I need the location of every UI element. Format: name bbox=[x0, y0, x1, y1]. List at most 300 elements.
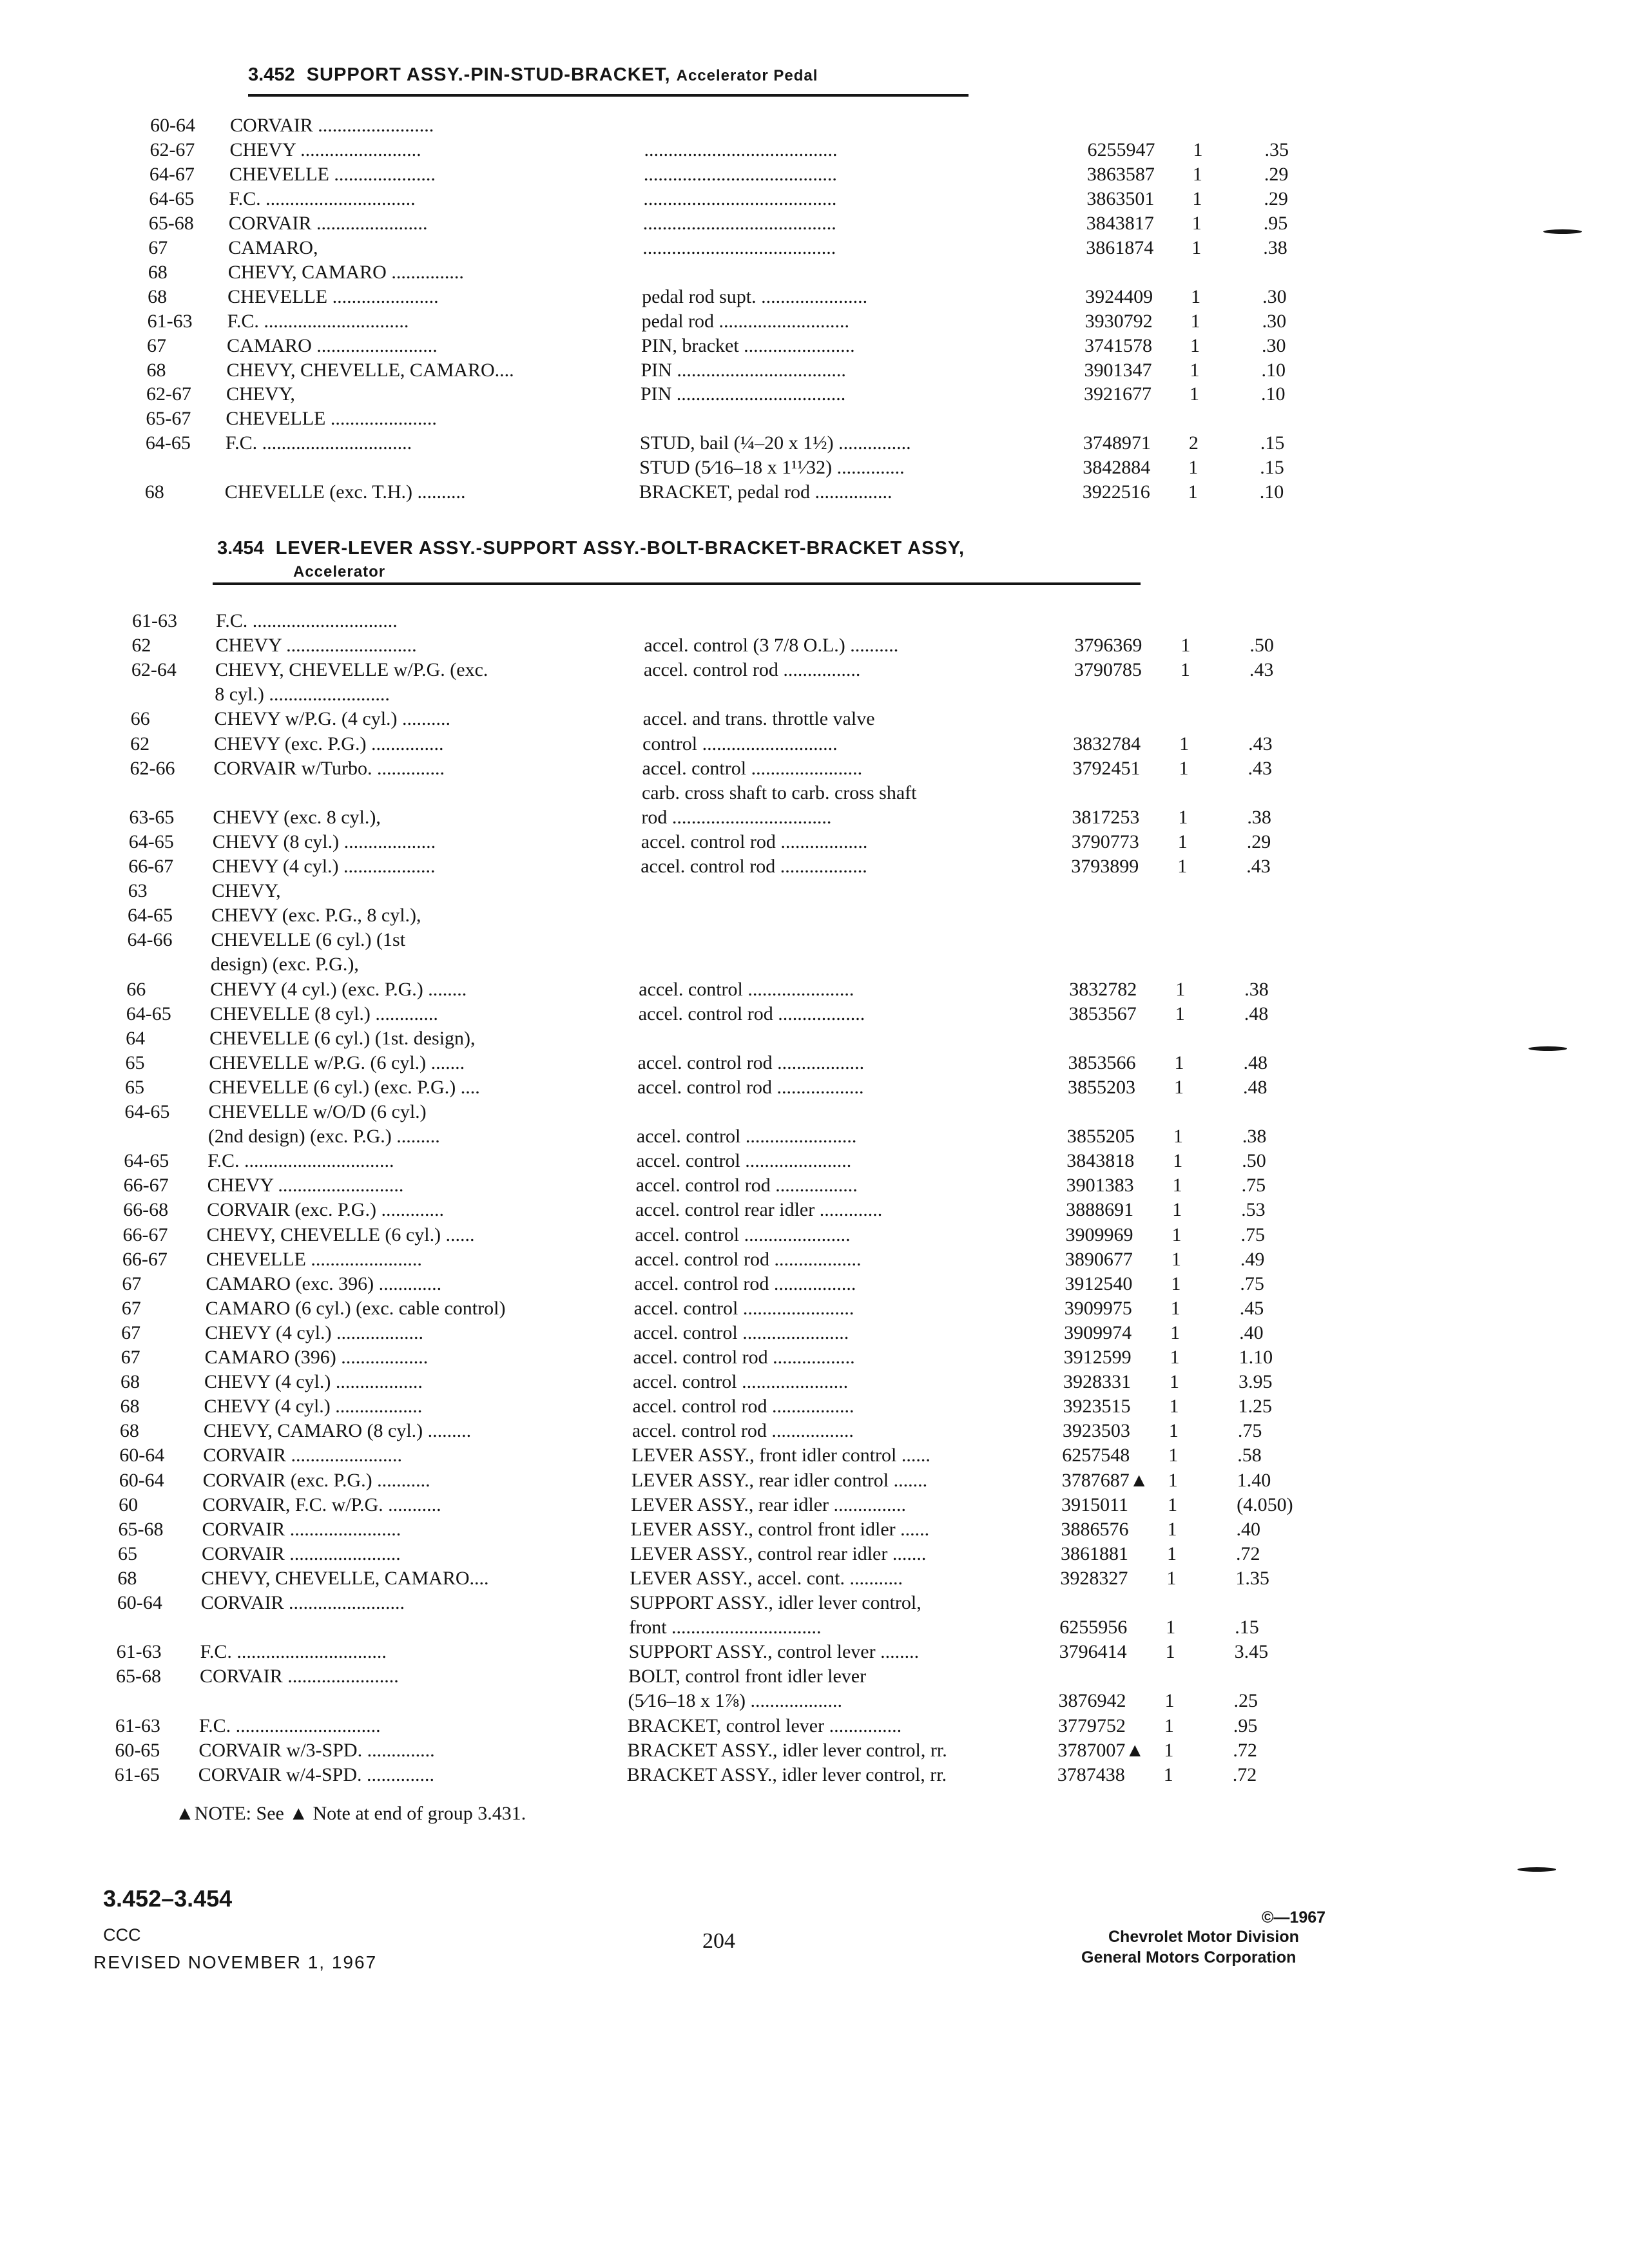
quantity-cell: 1 bbox=[1173, 1126, 1183, 1148]
year-cell: 64-67 bbox=[149, 163, 195, 185]
price-cell: .95 bbox=[1263, 212, 1288, 234]
year-cell: 62 bbox=[131, 635, 151, 657]
model-cell: CORVAIR (exc. P.G.) ............. bbox=[207, 1199, 444, 1221]
table-row bbox=[0, 187, 1629, 211]
model-cell: CHEVY, CHEVELLE (6 cyl.) ...... bbox=[206, 1224, 475, 1245]
price-cell: .15 bbox=[1235, 1617, 1259, 1639]
table-row bbox=[0, 1173, 1629, 1198]
table-row bbox=[0, 682, 1629, 707]
year-cell: 66-68 bbox=[123, 1199, 169, 1221]
part-number-cell: 3912540 bbox=[1065, 1273, 1133, 1294]
year-cell: 65-68 bbox=[116, 1666, 162, 1687]
model-cell: (2nd design) (exc. P.G.) ......... bbox=[207, 1126, 440, 1148]
price-cell: .29 bbox=[1246, 831, 1271, 852]
part-number-cell: 3796369 bbox=[1074, 635, 1142, 657]
quantity-cell: 1 bbox=[1188, 457, 1199, 479]
part-number-cell: 3843818 bbox=[1066, 1150, 1135, 1172]
table-row bbox=[0, 1640, 1629, 1664]
table-row bbox=[0, 260, 1629, 285]
model-cell: CORVAIR, F.C. w/P.G. ........... bbox=[202, 1494, 441, 1515]
part-number-cell: 3741578 bbox=[1084, 334, 1153, 356]
model-cell: CORVAIR w/Turbo. .............. bbox=[213, 757, 445, 779]
quantity-cell: 1 bbox=[1168, 1445, 1179, 1466]
model-cell: CHEVELLE ...................... bbox=[226, 408, 437, 430]
year-cell: 64-65 bbox=[126, 1003, 171, 1024]
model-cell: CORVAIR ....................... bbox=[201, 1542, 401, 1564]
model-cell: CORVAIR ....................... bbox=[203, 1445, 403, 1466]
year-cell: 60-64 bbox=[119, 1445, 165, 1466]
quantity-cell: 1 bbox=[1168, 1420, 1179, 1442]
table-row bbox=[0, 334, 1629, 358]
part-number-cell: 3861874 bbox=[1086, 236, 1154, 258]
table-row bbox=[0, 1370, 1629, 1394]
model-cell: F.C. ............................... bbox=[207, 1150, 394, 1172]
description-cell: pedal rod ........................... bbox=[641, 310, 850, 332]
table-row bbox=[0, 830, 1629, 854]
quantity-cell: 1 bbox=[1175, 1003, 1185, 1024]
description-cell: accel. control ...................... bbox=[633, 1371, 849, 1393]
section-3454-subtitle: Accelerator bbox=[293, 563, 386, 581]
table-row bbox=[0, 1419, 1629, 1443]
price-cell: 1.25 bbox=[1238, 1396, 1272, 1418]
quantity-cell: 1 bbox=[1163, 1763, 1173, 1785]
price-cell: .29 bbox=[1264, 187, 1288, 209]
year-cell: 68 bbox=[144, 481, 164, 503]
part-number-cell: 3832784 bbox=[1073, 733, 1141, 754]
part-number-cell: 3928331 bbox=[1063, 1371, 1132, 1393]
part-number-cell: 3901383 bbox=[1066, 1175, 1134, 1196]
model-cell: CHEVY (exc. P.G., 8 cyl.), bbox=[211, 905, 421, 927]
table-row bbox=[0, 431, 1629, 456]
model-cell: CHEVY (4 cyl.) ................... bbox=[212, 856, 436, 877]
model-cell: CHEVY (4 cyl.) .................. bbox=[205, 1321, 424, 1343]
year-cell: 68 bbox=[146, 359, 166, 381]
description-cell: BRACKET, control lever ............... bbox=[627, 1715, 902, 1736]
model-cell: F.C. .............................. bbox=[216, 610, 398, 631]
year-cell: 66 bbox=[130, 708, 150, 730]
year-cell: 64-65 bbox=[128, 905, 173, 927]
quantity-cell: 1 bbox=[1174, 1052, 1184, 1073]
quantity-cell: 1 bbox=[1170, 1371, 1180, 1393]
description-cell: pedal rod supt. ...................... bbox=[642, 285, 868, 307]
description-cell: accel. control rod .................. bbox=[637, 1076, 864, 1098]
quantity-cell: 1 bbox=[1178, 806, 1188, 828]
description-cell: accel. control rod ................. bbox=[633, 1347, 855, 1368]
quantity-cell: 1 bbox=[1165, 1641, 1175, 1663]
model-cell: CHEVELLE (8 cyl.) ............. bbox=[209, 1003, 438, 1024]
price-cell: .10 bbox=[1259, 481, 1284, 503]
table-row bbox=[0, 113, 1629, 138]
year-cell: 65 bbox=[117, 1542, 137, 1564]
year-cell: 60-64 bbox=[117, 1592, 162, 1613]
year-cell: 61-63 bbox=[116, 1641, 162, 1663]
description-cell: (5⁄16–18 x 1⅞) ................... bbox=[628, 1690, 842, 1712]
description-cell: accel. control rod .................. bbox=[634, 1248, 862, 1270]
description-cell: accel. control ....................... bbox=[636, 1126, 857, 1148]
description-cell: accel. control rod ................. bbox=[631, 1420, 854, 1442]
price-cell: .43 bbox=[1248, 733, 1273, 754]
price-cell: .95 bbox=[1233, 1715, 1258, 1736]
group-range: 3.452–3.454 bbox=[103, 1885, 233, 1912]
model-cell: CHEVELLE (6 cyl.) (1st. design), bbox=[209, 1027, 476, 1049]
table-row bbox=[0, 1443, 1629, 1468]
part-number-cell: 3928327 bbox=[1060, 1567, 1128, 1589]
year-cell: 66-67 bbox=[122, 1248, 168, 1270]
description-cell: LEVER ASSY., control front idler ...... bbox=[630, 1518, 930, 1540]
description-cell: accel. control rod .................. bbox=[641, 856, 867, 877]
year-cell: 61-63 bbox=[147, 310, 193, 332]
year-cell: 64 bbox=[126, 1027, 146, 1049]
price-cell: .38 bbox=[1263, 236, 1287, 258]
price-cell: .50 bbox=[1249, 635, 1274, 657]
year-cell: 62-66 bbox=[130, 757, 175, 779]
table-row bbox=[0, 879, 1629, 903]
year-cell: 68 bbox=[120, 1396, 140, 1418]
year-cell: 62-64 bbox=[131, 659, 177, 681]
model-cell: CAMARO (396) .................. bbox=[204, 1347, 429, 1368]
year-cell: 61-65 bbox=[114, 1763, 160, 1785]
year-cell: 64-65 bbox=[124, 1101, 170, 1122]
quantity-cell: 1 bbox=[1191, 285, 1201, 307]
part-number-cell: 3923515 bbox=[1063, 1396, 1131, 1418]
price-cell: .49 bbox=[1240, 1248, 1265, 1270]
table-row bbox=[0, 1124, 1629, 1149]
table-row bbox=[0, 358, 1629, 383]
table-row bbox=[0, 658, 1629, 682]
price-cell: .25 bbox=[1233, 1690, 1258, 1712]
table-row bbox=[0, 1615, 1629, 1640]
year-cell: 67 bbox=[122, 1273, 142, 1294]
table-row bbox=[0, 1272, 1629, 1296]
part-number-cell: 3843817 bbox=[1086, 212, 1154, 234]
model-cell: CHEVY (exc. 8 cyl.), bbox=[213, 806, 381, 828]
year-cell: 66-67 bbox=[123, 1175, 169, 1196]
table-row bbox=[0, 1026, 1629, 1051]
quantity-cell: 1 bbox=[1177, 831, 1188, 852]
description-cell: accel. and trans. throttle valve bbox=[642, 708, 875, 730]
table-row bbox=[0, 1591, 1629, 1615]
part-number-cell: 3748971 bbox=[1083, 432, 1151, 454]
model-cell: CHEVY .......................... bbox=[207, 1175, 404, 1196]
table-row bbox=[0, 1468, 1629, 1493]
model-cell: 8 cyl.) ......................... bbox=[215, 684, 390, 706]
table-row bbox=[0, 1664, 1629, 1689]
description-cell: LEVER ASSY., front idler control ...... bbox=[631, 1445, 930, 1466]
year-cell: 64-66 bbox=[127, 929, 173, 951]
table-row bbox=[0, 609, 1629, 633]
model-cell: CHEVY (4 cyl.) .................. bbox=[204, 1396, 423, 1418]
description-cell: ........................................ bbox=[643, 187, 837, 209]
description-cell: STUD, bail (¼–20 x 1½) ............... bbox=[639, 432, 911, 454]
quantity-cell: 1 bbox=[1164, 1690, 1175, 1712]
model-cell: CHEVELLE (exc. T.H.) .......... bbox=[224, 481, 466, 503]
table-row bbox=[0, 162, 1629, 187]
table-row bbox=[0, 928, 1629, 952]
model-cell: CORVAIR ........................ bbox=[230, 115, 434, 136]
model-cell: F.C. .............................. bbox=[227, 310, 409, 332]
year-cell: 60 bbox=[119, 1494, 139, 1515]
table-row bbox=[0, 1566, 1629, 1591]
year-cell: 67 bbox=[121, 1297, 141, 1319]
part-number-cell: 3853567 bbox=[1068, 1003, 1137, 1024]
year-cell: 67 bbox=[147, 334, 167, 356]
year-cell: 68 bbox=[148, 285, 168, 307]
description-cell: accel. control ...................... bbox=[635, 1224, 851, 1245]
model-cell: CHEVY, CHEVELLE, CAMARO.... bbox=[201, 1567, 489, 1589]
description-cell: accel. control ...................... bbox=[633, 1321, 849, 1343]
year-cell: 65 bbox=[124, 1076, 144, 1098]
division: Chevrolet Motor Division bbox=[1108, 1928, 1299, 1946]
price-cell: .38 bbox=[1244, 978, 1269, 1000]
year-cell: 68 bbox=[120, 1371, 140, 1393]
quantity-cell: 1 bbox=[1179, 757, 1189, 779]
quantity-cell: 1 bbox=[1191, 212, 1202, 234]
quantity-cell: 1 bbox=[1164, 1739, 1174, 1761]
model-cell: CHEVY (4 cyl.) .................. bbox=[204, 1371, 423, 1393]
model-cell: CHEVY, CHEVELLE, CAMARO.... bbox=[226, 359, 514, 381]
description-cell: ........................................ bbox=[644, 139, 838, 160]
description-cell: LEVER ASSY., rear idler control ....... bbox=[631, 1469, 928, 1491]
quantity-cell: 1 bbox=[1180, 659, 1190, 681]
year-cell: 60-64 bbox=[119, 1469, 164, 1491]
quantity-cell: 1 bbox=[1192, 187, 1202, 209]
year-cell: 60-65 bbox=[115, 1739, 160, 1761]
quantity-cell: 1 bbox=[1177, 856, 1188, 877]
price-cell: .75 bbox=[1241, 1175, 1266, 1196]
part-number-cell: 3853566 bbox=[1068, 1052, 1136, 1073]
table-row bbox=[0, 1198, 1629, 1222]
quantity-cell: 2 bbox=[1188, 432, 1199, 454]
quantity-cell: 1 bbox=[1166, 1567, 1177, 1589]
price-cell: .43 bbox=[1249, 659, 1274, 681]
description-cell: LEVER ASSY., accel. cont. ........... bbox=[630, 1567, 903, 1589]
price-cell: .10 bbox=[1260, 383, 1286, 405]
model-cell: F.C. .............................. bbox=[198, 1715, 381, 1736]
model-cell: CHEVY (4 cyl.) (exc. P.G.) ........ bbox=[210, 978, 467, 1000]
model-cell: CHEVY (exc. P.G.) ............... bbox=[214, 733, 444, 754]
quantity-cell: 1 bbox=[1191, 236, 1202, 258]
section-3454-rule bbox=[213, 582, 1141, 585]
price-cell: .48 bbox=[1243, 1052, 1268, 1073]
model-cell: CHEVELLE w/O/D (6 cyl.) bbox=[208, 1101, 427, 1122]
quantity-cell: 1 bbox=[1168, 1469, 1178, 1491]
price-cell: 3.95 bbox=[1239, 1371, 1273, 1393]
quantity-cell: 1 bbox=[1172, 1199, 1182, 1221]
quantity-cell: 1 bbox=[1188, 481, 1198, 503]
table-row bbox=[0, 1149, 1629, 1173]
quantity-cell: 1 bbox=[1168, 1494, 1178, 1515]
year-cell: 66-67 bbox=[128, 856, 174, 877]
price-cell: .40 bbox=[1239, 1321, 1264, 1343]
table-row bbox=[0, 1100, 1629, 1124]
table-row bbox=[0, 309, 1629, 334]
year-cell: 67 bbox=[120, 1347, 140, 1368]
quantity-cell: 1 bbox=[1189, 383, 1199, 405]
price-cell: .48 bbox=[1242, 1076, 1268, 1098]
description-cell: accel. control rod .................. bbox=[637, 1052, 865, 1073]
part-number-cell: 3909974 bbox=[1064, 1321, 1132, 1343]
year-cell: 64-65 bbox=[145, 432, 191, 454]
table-row bbox=[0, 1493, 1629, 1517]
description-cell: accel. control rod ................. bbox=[635, 1175, 858, 1196]
price-cell: .15 bbox=[1260, 432, 1285, 454]
description-cell: SUPPORT ASSY., idler lever control, bbox=[629, 1592, 921, 1613]
part-number-cell: 3886576 bbox=[1061, 1518, 1129, 1540]
table-row bbox=[0, 1051, 1629, 1075]
price-cell: .58 bbox=[1237, 1445, 1262, 1466]
scan-mark bbox=[1543, 229, 1582, 234]
part-number-cell: 3909969 bbox=[1065, 1224, 1133, 1245]
table-row bbox=[0, 633, 1629, 658]
price-cell: .75 bbox=[1240, 1224, 1265, 1245]
model-cell: CAMARO (exc. 396) ............. bbox=[206, 1273, 442, 1294]
scan-mark bbox=[1528, 1046, 1567, 1051]
part-number-cell: 3842884 bbox=[1083, 457, 1151, 479]
quantity-cell: 1 bbox=[1170, 1321, 1181, 1343]
part-number-cell: 3779752 bbox=[1057, 1715, 1126, 1736]
table-row bbox=[0, 1394, 1629, 1419]
section-number: 3.452 bbox=[248, 64, 295, 85]
model-cell: CORVAIR ....................... bbox=[200, 1666, 399, 1687]
part-number-cell: 6255947 bbox=[1087, 139, 1155, 160]
quantity-cell: 1 bbox=[1173, 1076, 1184, 1098]
description-cell: PIN ................................... bbox=[640, 383, 846, 405]
section-title: LEVER-LEVER ASSY.-SUPPORT ASSY.-BOLT-BRACKET-BRACKET ASSY, bbox=[275, 538, 965, 559]
quantity-cell: 1 bbox=[1166, 1542, 1177, 1564]
part-number-cell: 3790785 bbox=[1074, 659, 1142, 681]
part-number-cell: 3787007▲ bbox=[1057, 1739, 1145, 1761]
year-cell: 62-67 bbox=[146, 383, 191, 405]
price-cell: 1.40 bbox=[1237, 1469, 1271, 1491]
description-cell: accel. control ....................... bbox=[633, 1297, 854, 1319]
year-cell: 68 bbox=[117, 1567, 137, 1589]
quantity-cell: 1 bbox=[1171, 1224, 1182, 1245]
part-number-cell: 3901347 bbox=[1084, 359, 1152, 381]
price-cell: .43 bbox=[1248, 757, 1273, 779]
table-row bbox=[0, 1002, 1629, 1026]
year-cell: 64-65 bbox=[124, 1150, 169, 1172]
year-cell: 67 bbox=[121, 1321, 141, 1343]
quantity-cell: 1 bbox=[1173, 1150, 1183, 1172]
model-cell: CAMARO ......................... bbox=[227, 334, 438, 356]
description-cell: carb. cross shaft to carb. cross shaft bbox=[641, 782, 917, 803]
quantity-cell: 1 bbox=[1179, 733, 1190, 754]
year-cell: 67 bbox=[148, 236, 168, 258]
description-cell: front ............................... bbox=[629, 1617, 822, 1639]
model-cell: CAMARO, bbox=[228, 236, 318, 258]
table-row bbox=[0, 707, 1629, 731]
description-cell: PIN ................................... bbox=[641, 359, 846, 381]
model-cell: CORVAIR w/4-SPD. .............. bbox=[198, 1763, 435, 1785]
quantity-cell: 1 bbox=[1190, 334, 1200, 356]
model-cell: CORVAIR ....................... bbox=[202, 1518, 401, 1540]
part-number-cell: 3787687▲ bbox=[1061, 1469, 1149, 1491]
description-cell: BOLT, control front idler lever bbox=[628, 1666, 867, 1687]
year-cell: 65-67 bbox=[146, 408, 191, 430]
part-number-cell: 3817253 bbox=[1072, 806, 1140, 828]
description-cell: ........................................ bbox=[643, 163, 837, 185]
description-cell: ........................................ bbox=[642, 236, 836, 258]
part-number-cell: 3876942 bbox=[1058, 1690, 1126, 1712]
table-row bbox=[0, 1689, 1629, 1713]
model-cell: F.C. ............................... bbox=[225, 432, 412, 454]
model-cell: CORVAIR ....................... bbox=[228, 212, 428, 234]
section-3454-header bbox=[217, 538, 965, 559]
description-cell: LEVER ASSY., rear idler ............... bbox=[631, 1494, 907, 1515]
model-cell: F.C. ............................... bbox=[200, 1641, 387, 1663]
model-cell: CHEVELLE ....................... bbox=[206, 1248, 422, 1270]
description-cell: STUD (5⁄16–18 x 1¹¹⁄32) .............. bbox=[639, 457, 905, 479]
year-cell: 64-65 bbox=[149, 187, 195, 209]
quantity-cell: 1 bbox=[1193, 139, 1203, 160]
page-number: 204 bbox=[702, 1929, 735, 1953]
price-cell: 1.10 bbox=[1239, 1347, 1273, 1368]
table-row bbox=[0, 1714, 1629, 1738]
description-cell: accel. control (3 7/8 O.L.) .......... bbox=[644, 635, 899, 657]
model-cell: CHEVELLE (6 cyl.) (exc. P.G.) .... bbox=[208, 1076, 480, 1098]
quantity-cell: 1 bbox=[1167, 1518, 1177, 1540]
price-cell: .75 bbox=[1240, 1273, 1264, 1294]
part-number-cell: 3930792 bbox=[1084, 310, 1153, 332]
section-3452-rule bbox=[248, 94, 969, 97]
part-number-cell: 3915011 bbox=[1061, 1494, 1128, 1515]
part-number-cell: 3792451 bbox=[1072, 757, 1141, 779]
part-number-cell: 3863501 bbox=[1086, 187, 1155, 209]
quantity-cell: 1 bbox=[1166, 1617, 1176, 1639]
model-cell: CHEVELLE w/P.G. (6 cyl.) ....... bbox=[209, 1052, 465, 1073]
year-cell: 64-65 bbox=[128, 831, 174, 852]
model-cell: CHEVY ........................... bbox=[215, 635, 417, 657]
year-cell: 63 bbox=[128, 880, 148, 902]
part-number-cell: 3924409 bbox=[1085, 285, 1153, 307]
model-cell: CHEVY ......................... bbox=[229, 139, 421, 160]
year-cell: 68 bbox=[148, 261, 168, 283]
description-cell: SUPPORT ASSY., control lever ........ bbox=[628, 1641, 920, 1663]
description-cell: accel. control rod .................. bbox=[641, 831, 868, 852]
table-row bbox=[0, 1345, 1629, 1370]
price-cell: .75 bbox=[1237, 1420, 1262, 1442]
price-cell: .10 bbox=[1261, 359, 1286, 381]
year-cell: 63-65 bbox=[129, 806, 175, 828]
model-cell: CORVAIR (exc. P.G.) ........... bbox=[202, 1469, 430, 1491]
price-cell: .50 bbox=[1242, 1150, 1266, 1172]
price-cell: 1.35 bbox=[1235, 1567, 1269, 1589]
price-cell: .72 bbox=[1233, 1739, 1257, 1761]
model-cell: F.C. ............................... bbox=[229, 187, 416, 209]
year-cell: 65 bbox=[125, 1052, 145, 1073]
price-cell: .30 bbox=[1262, 285, 1287, 307]
table-row bbox=[0, 382, 1629, 407]
table-row bbox=[0, 1763, 1629, 1787]
description-cell: ........................................ bbox=[642, 212, 836, 234]
quantity-cell: 1 bbox=[1164, 1715, 1174, 1736]
price-cell: .43 bbox=[1246, 856, 1271, 877]
part-number-cell: 3923503 bbox=[1062, 1420, 1130, 1442]
part-number-cell: 6257548 bbox=[1062, 1445, 1130, 1466]
table-row bbox=[0, 805, 1629, 830]
price-cell: .48 bbox=[1244, 1003, 1269, 1024]
part-number-cell: 3912599 bbox=[1063, 1347, 1132, 1368]
footnote: ▲NOTE: See ▲ Note at end of group 3.431. bbox=[175, 1803, 526, 1824]
year-cell: 66 bbox=[126, 978, 146, 1000]
quantity-cell: 1 bbox=[1192, 163, 1202, 185]
table-row bbox=[0, 1223, 1629, 1247]
part-number-cell: 3793899 bbox=[1071, 856, 1139, 877]
table-row bbox=[0, 236, 1629, 260]
quantity-cell: 1 bbox=[1172, 1175, 1182, 1196]
year-cell: 68 bbox=[119, 1420, 139, 1442]
scan-mark bbox=[1518, 1867, 1556, 1872]
